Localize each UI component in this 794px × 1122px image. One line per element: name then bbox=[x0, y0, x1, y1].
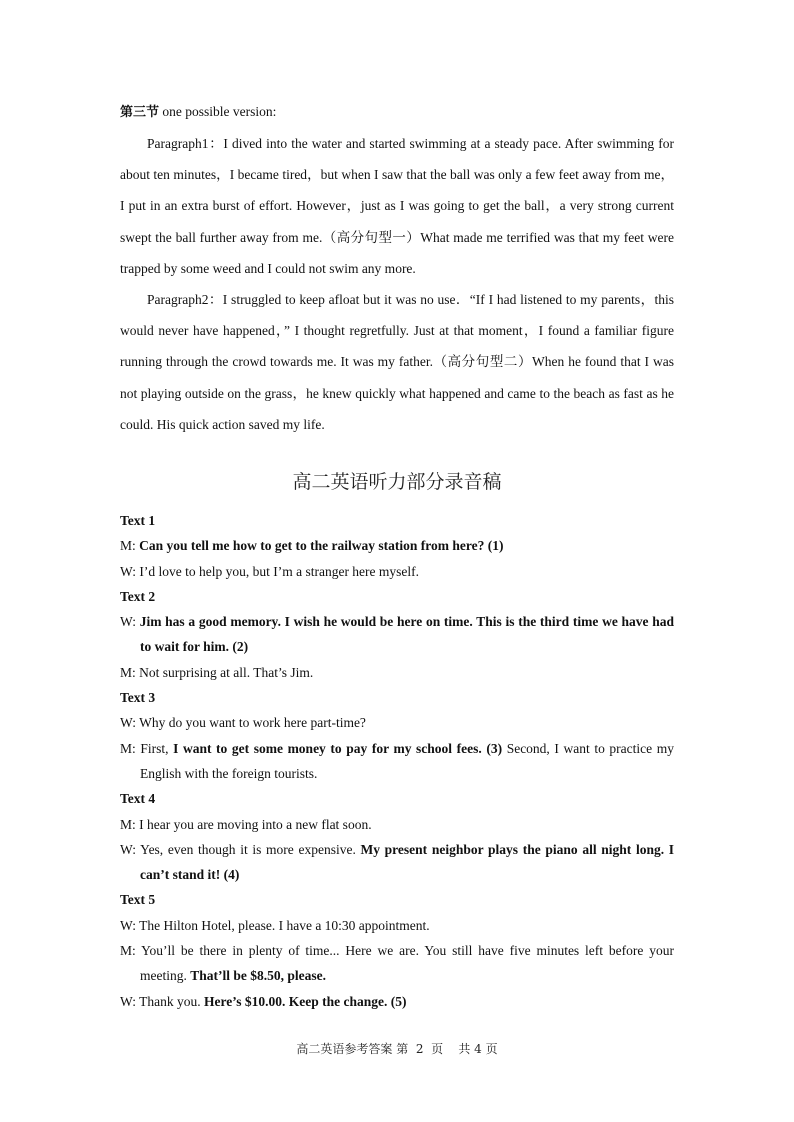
key-sentence: I want to get some money to pay for my school fees. (3) bbox=[173, 740, 503, 756]
text-4-label: Text 4 bbox=[120, 791, 156, 807]
key-sentence: My present neighbor plays the piano all night long. I can’t stand it! (4) bbox=[140, 841, 675, 883]
text-3-line-1: W: Why do you want to work here part-time? bbox=[120, 715, 366, 731]
section-heading bbox=[120, 103, 276, 122]
line-text: M: First, bbox=[120, 740, 174, 756]
essay-paragraph-1: Paragraph1：I dived into the water and started swimming at a steady pace. After swimming for about ten minutes，I became tired，but when I saw that the ball was only a few feet away from me，I put in an extra burst of effort. However，just as I was going to get the ball，a very strong current swept the ball further away from me.（高分句型一）What made me terrified was that my feet were trapped by some weed and I could not swim any more. bbox=[120, 136, 674, 276]
listening-transcript bbox=[120, 508, 674, 1014]
text-2-line-1 bbox=[120, 609, 674, 660]
key-sentence: Here’s $10.00. Keep the change. (5) bbox=[204, 993, 407, 1009]
line-text: W: Thank you. bbox=[120, 993, 204, 1009]
text-1-label: Text 1 bbox=[120, 513, 156, 528]
speaker: W: bbox=[120, 614, 140, 630]
text-2-line-2: M: Not surprising at all. That’s Jim. bbox=[120, 664, 314, 680]
line-text: M: You’ll be there in plenty of time... Here we are. You still have five minutes left before your meeting. bbox=[120, 943, 674, 984]
text-3-line-2 bbox=[120, 736, 674, 787]
key-sentence: Can you tell me how to get to the railway station from here? (1) bbox=[139, 538, 504, 554]
essay-paragraph-2: Paragraph2：I struggled to keep afloat but it was no use．“If I had listened to my parents，this would never have happened，” I thought regretfully. Just at that moment，I found a familiar figure running through the crowd towards me. It was my father.（高分句型二）When he found that I was not playing outside on the grass，he knew quickly what happened and came to the beach as fast as he could. His quick action saved my life. bbox=[120, 292, 674, 432]
key-sentence: That’ll be $8.50, please. bbox=[190, 968, 327, 984]
line-text: W: Yes, even though it is more expensive. bbox=[120, 841, 361, 857]
text-1-line-2: W: I’d love to help you, but I’m a stranger here myself. bbox=[120, 563, 420, 579]
text-5-line-2 bbox=[120, 938, 674, 989]
speaker: M: bbox=[120, 538, 140, 554]
text-5-label: Text 5 bbox=[120, 892, 156, 908]
text-4-line-2 bbox=[120, 837, 674, 888]
section-label: 第三节 bbox=[120, 105, 160, 120]
text-1-line-1 bbox=[120, 533, 674, 558]
text-5-line-1: W: The Hilton Hotel, please. I have a 10:30 appointment. bbox=[120, 917, 430, 933]
text-2-label: Text 2 bbox=[120, 588, 156, 604]
section-intro: one possible version: bbox=[159, 104, 277, 119]
text-4-line-1: M: I hear you are moving into a new flat soon. bbox=[120, 816, 372, 832]
text-5-line-3 bbox=[120, 989, 674, 1014]
transcript-title: 高二英语听力部分录音稿 bbox=[292, 471, 502, 493]
footer-text: 高二英语参考答案 第 2 页 共 4 页 bbox=[296, 1042, 498, 1056]
key-sentence: Jim has a good memory. I wish he would be here on time. This is the third time we have had to wait for him. (2) bbox=[139, 614, 675, 655]
text-3-label: Text 3 bbox=[120, 690, 156, 706]
page-footer bbox=[0, 1040, 794, 1057]
line-text: Second, I want to practice my English with the foreign tourists. bbox=[140, 740, 675, 781]
